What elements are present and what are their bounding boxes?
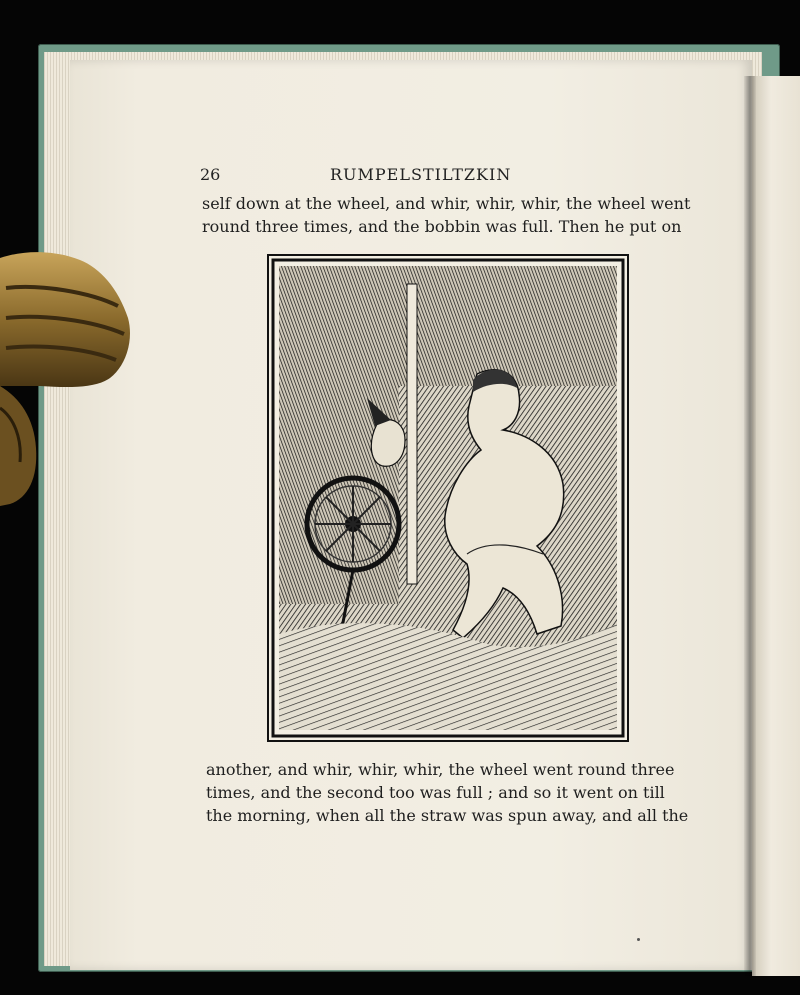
- paragraph-bottom: [206, 758, 694, 827]
- page-header: [200, 165, 690, 187]
- text-line: the morning, when all the straw was spun away, and all the: [206, 806, 689, 825]
- running-title: RUMPELSTILTZKIN: [330, 165, 512, 184]
- text-line: self down at the wheel, and whir, whir, whir, the wheel went: [202, 194, 691, 213]
- text-line: another, and whir, whir, whir, the wheel went round three: [206, 760, 675, 779]
- page-speck: [637, 938, 640, 941]
- brass-clip: [0, 248, 135, 508]
- facing-page: [752, 76, 800, 976]
- paragraph-top: [202, 192, 691, 238]
- text-line: round three times, and the bobbin was full. Then he put on: [202, 217, 682, 236]
- engraving-illustration: [267, 254, 629, 742]
- page-number: 26: [200, 165, 221, 184]
- book-gutter: [744, 76, 756, 976]
- text-line: times, and the second too was full ; and so it went on till: [206, 783, 665, 802]
